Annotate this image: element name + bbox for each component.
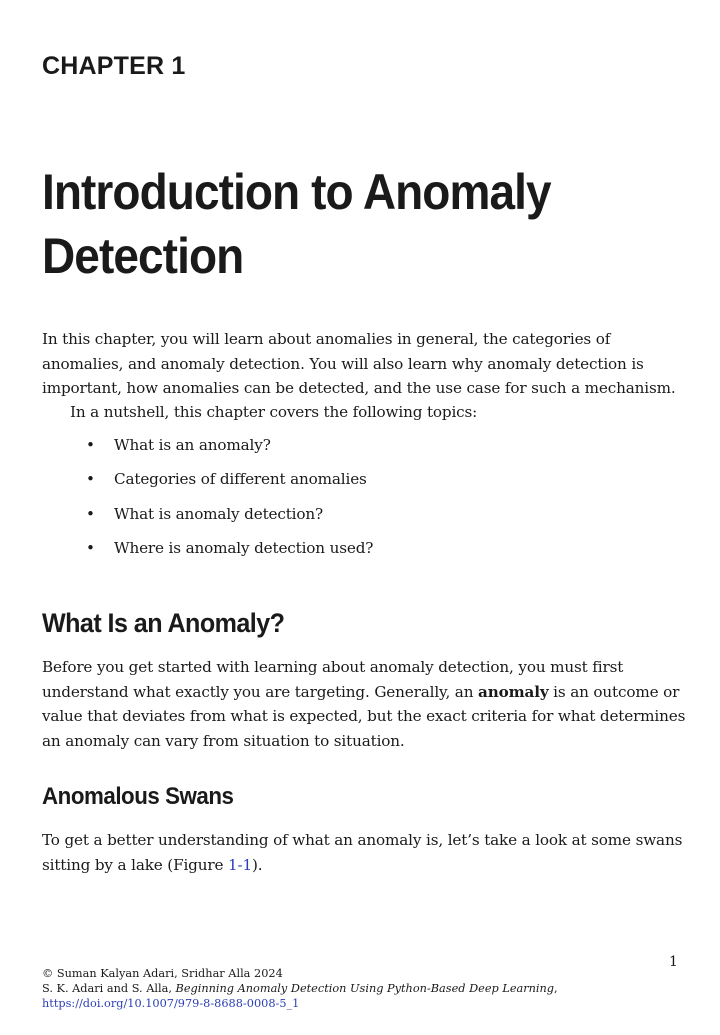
citation-authors: S. K. Adari and S. Alla,: [42, 982, 176, 995]
footer-citation: [42, 981, 662, 996]
topic-text: Categories of different anomalies: [114, 470, 367, 489]
list-item: [86, 433, 373, 467]
footer-copyright: © Suman Kalyan Adari, Sridhar Alla 2024: [42, 967, 283, 980]
bullet-icon: •: [86, 470, 95, 489]
anomaly-definition-paragraph: [42, 655, 687, 753]
paragraph-text: ).: [252, 855, 263, 874]
bullet-icon: •: [86, 436, 95, 454]
paragraph-text: To get a better understanding of what an anomaly is, let’s take a look at some swans sitting by a lake (Figure: [42, 831, 683, 874]
citation-comma: ,: [554, 982, 558, 995]
intro-paragraph: In this chapter, you will learn about anomalies in general, the categories of anomalies, and anomaly detection. You will also learn why anomaly detection is important, how anomalies can be detected, and the use case for such a mechanism.: [42, 330, 676, 397]
list-item: [86, 536, 373, 570]
section-heading-anomalous-swans: Anomalous Swans: [42, 783, 234, 810]
page-number: 1: [669, 954, 678, 970]
paragraph-text: Before you get started with learning about anomaly detection, you must first understand what exactly you are targeting. Generally, an: [42, 658, 624, 701]
section-heading-what-is-anomaly: What Is an Anomaly?: [42, 608, 285, 638]
topic-text: What is an anomaly?: [114, 436, 271, 454]
topic-text: What is anomaly detection?: [114, 504, 323, 523]
bullet-icon: •: [86, 504, 95, 523]
nutshell-paragraph: In a nutshell, this chapter covers the following topics:: [70, 403, 478, 421]
list-item: [86, 467, 373, 501]
citation-title: Beginning Anomaly Detection Using Python-Based Deep Learning: [175, 982, 555, 995]
bullet-icon: •: [86, 538, 95, 557]
doi-link[interactable]: https://doi.org/10.1007/979-8-8688-0008-5_1: [42, 997, 300, 1010]
chapter-title: Introduction to Anomaly Detection: [42, 164, 551, 284]
bold-term: anomaly: [478, 682, 549, 701]
swans-paragraph: [42, 828, 687, 877]
topic-text: Where is anomaly detection used?: [114, 538, 374, 557]
topics-list: [86, 433, 373, 570]
footer: [42, 966, 662, 1011]
list-item: [86, 502, 373, 536]
paragraph-text: is an outcome or value that deviates from what is expected, but the exact criteria for what determines an anomaly can vary from situation to situation.: [42, 682, 686, 750]
figure-link[interactable]: 1-1: [228, 855, 253, 874]
chapter-label: CHAPTER 1: [42, 52, 186, 80]
